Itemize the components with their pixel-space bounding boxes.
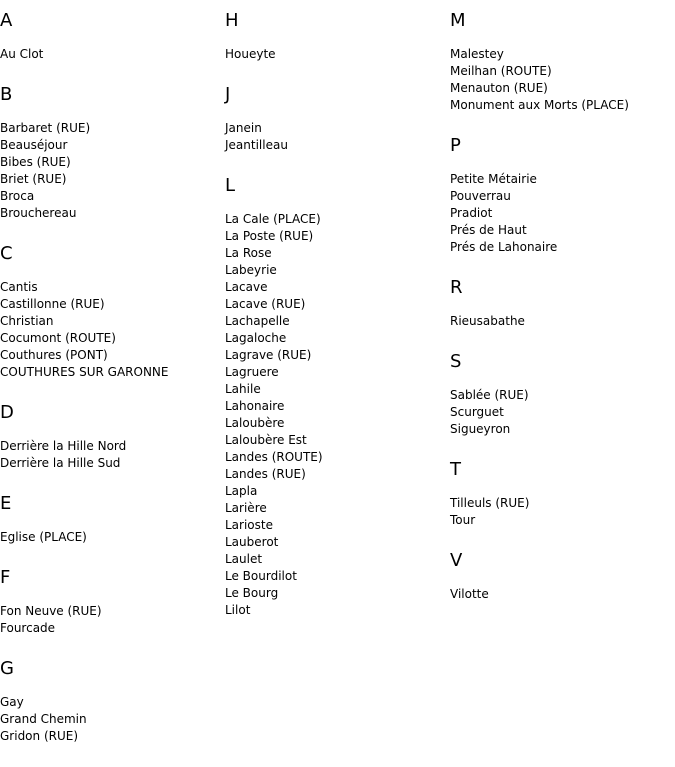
street-name: Lagrave (RUE) — [225, 348, 312, 362]
street-list — [0, 694, 220, 745]
street-list — [0, 279, 220, 381]
street-name: Laulet — [225, 552, 263, 566]
street-name: Rieusabathe — [450, 314, 525, 328]
street-name: Eglise (PLACE) — [0, 530, 87, 544]
letter-group-r — [450, 278, 670, 330]
street-name: Barbaret (RUE) — [0, 121, 91, 135]
street-name: Lagruere — [225, 365, 279, 379]
street-name: Lahile — [225, 382, 261, 396]
letter-group-d — [0, 403, 220, 472]
street-name: Au Clot — [0, 47, 44, 61]
letter-group-s — [450, 352, 670, 438]
street-name: Prés de Haut — [450, 223, 527, 237]
street-name: Larière — [225, 501, 267, 515]
letter-group-h — [225, 11, 445, 63]
letter-heading: L — [225, 175, 236, 196]
street-name: Cocumont (ROUTE) — [0, 331, 116, 345]
letter-group-t — [450, 460, 670, 529]
street-name: Bibes (RUE) — [0, 155, 71, 169]
letter-heading: B — [0, 84, 13, 105]
street-name: La Cale (PLACE) — [225, 212, 321, 226]
letter-group-f — [0, 568, 220, 637]
street-name: Lachapelle — [225, 314, 290, 328]
street-name: Sablée (RUE) — [450, 388, 529, 402]
street-name: Tilleuls (RUE) — [450, 496, 530, 510]
street-name: Le Bourg — [225, 586, 279, 600]
street-name: Tour — [450, 513, 476, 527]
street-name: Larioste — [225, 518, 273, 532]
letter-heading: M — [450, 10, 466, 31]
street-name: Fon Neuve (RUE) — [0, 604, 102, 618]
letter-heading: C — [0, 243, 13, 264]
street-name: Derrière la Hille Nord — [0, 439, 127, 453]
street-name: Laloubère — [225, 416, 285, 430]
street-name: Gay — [0, 695, 24, 709]
letter-group-l — [225, 176, 445, 619]
letter-group-g — [0, 659, 220, 745]
letter-group-p — [450, 136, 670, 256]
street-name: Pradiot — [450, 206, 493, 220]
street-name: Broca — [0, 189, 35, 203]
street-name: Menauton (RUE) — [450, 81, 548, 95]
street-list — [450, 387, 670, 438]
street-name: Pouverrau — [450, 189, 511, 203]
letter-heading: A — [0, 10, 13, 31]
letter-heading: R — [450, 277, 463, 298]
street-name: Briet (RUE) — [0, 172, 67, 186]
street-name: Lagaloche — [225, 331, 287, 345]
street-name: Landes (RUE) — [225, 467, 306, 481]
street-name: Castillonne (RUE) — [0, 297, 105, 311]
letter-heading: D — [0, 402, 14, 423]
street-name: Petite Métairie — [450, 172, 537, 186]
letter-group-j — [225, 85, 445, 154]
street-name: La Rose — [225, 246, 272, 260]
street-name: Lahonaire — [225, 399, 285, 413]
index-column-1 — [0, 0, 220, 767]
street-list — [450, 313, 670, 330]
street-name: Lacave (RUE) — [225, 297, 306, 311]
street-list — [0, 46, 220, 63]
letter-heading: G — [0, 658, 14, 679]
letter-heading: T — [450, 459, 461, 480]
letter-group-e — [0, 494, 220, 546]
index-column-2 — [225, 0, 445, 641]
street-name: Lauberot — [225, 535, 279, 549]
street-name: COUTHURES SUR GARONNE — [0, 365, 169, 379]
letter-heading: F — [0, 567, 11, 588]
street-name: Christian — [0, 314, 54, 328]
street-name: Lacave — [225, 280, 268, 294]
letter-heading: S — [450, 351, 462, 372]
letter-group-b — [0, 85, 220, 222]
street-list — [0, 603, 220, 637]
street-name: Scurguet — [450, 405, 504, 419]
street-name: Malestey — [450, 47, 504, 61]
street-name: Laloubère Est — [225, 433, 307, 447]
letter-heading: J — [225, 84, 231, 105]
street-name: Meilhan (ROUTE) — [450, 64, 552, 78]
letter-heading: E — [0, 493, 12, 514]
street-name: Janein — [225, 121, 262, 135]
street-name: Lilot — [225, 603, 251, 617]
letter-heading: V — [450, 550, 463, 571]
street-name: Labeyrie — [225, 263, 277, 277]
street-name: Beauséjour — [0, 138, 68, 152]
street-list — [0, 120, 220, 222]
street-name: Monument aux Morts (PLACE) — [450, 98, 629, 112]
street-name: La Poste (RUE) — [225, 229, 314, 243]
street-list — [225, 120, 445, 154]
street-name: Brouchereau — [0, 206, 77, 220]
street-list — [225, 46, 445, 63]
street-list — [450, 586, 670, 603]
street-name: Cantis — [0, 280, 38, 294]
index-column-3 — [450, 0, 670, 625]
letter-group-a — [0, 11, 220, 63]
street-list — [450, 171, 670, 256]
street-name: Gridon (RUE) — [0, 729, 79, 743]
letter-group-c — [0, 244, 220, 381]
street-list — [0, 529, 220, 546]
street-list — [0, 438, 220, 472]
letter-group-v — [450, 551, 670, 603]
street-name: Jeantilleau — [225, 138, 288, 152]
street-name: Lapla — [225, 484, 258, 498]
street-name: Grand Chemin — [0, 712, 87, 726]
street-name: Couthures (PONT) — [0, 348, 108, 362]
street-name: Le Bourdilot — [225, 569, 297, 583]
street-list — [225, 211, 445, 619]
street-name: Fourcade — [0, 621, 56, 635]
street-name: Vilotte — [450, 587, 489, 601]
street-list — [450, 46, 670, 114]
letter-heading: P — [450, 135, 461, 156]
letter-heading: H — [225, 10, 239, 31]
letter-group-m — [450, 11, 670, 114]
street-list — [450, 495, 670, 529]
street-name: Sigueyron — [450, 422, 511, 436]
street-name: Prés de Lahonaire — [450, 240, 558, 254]
street-name: Derrière la Hille Sud — [0, 456, 121, 470]
street-name: Houeyte — [225, 47, 276, 61]
street-name: Landes (ROUTE) — [225, 450, 323, 464]
